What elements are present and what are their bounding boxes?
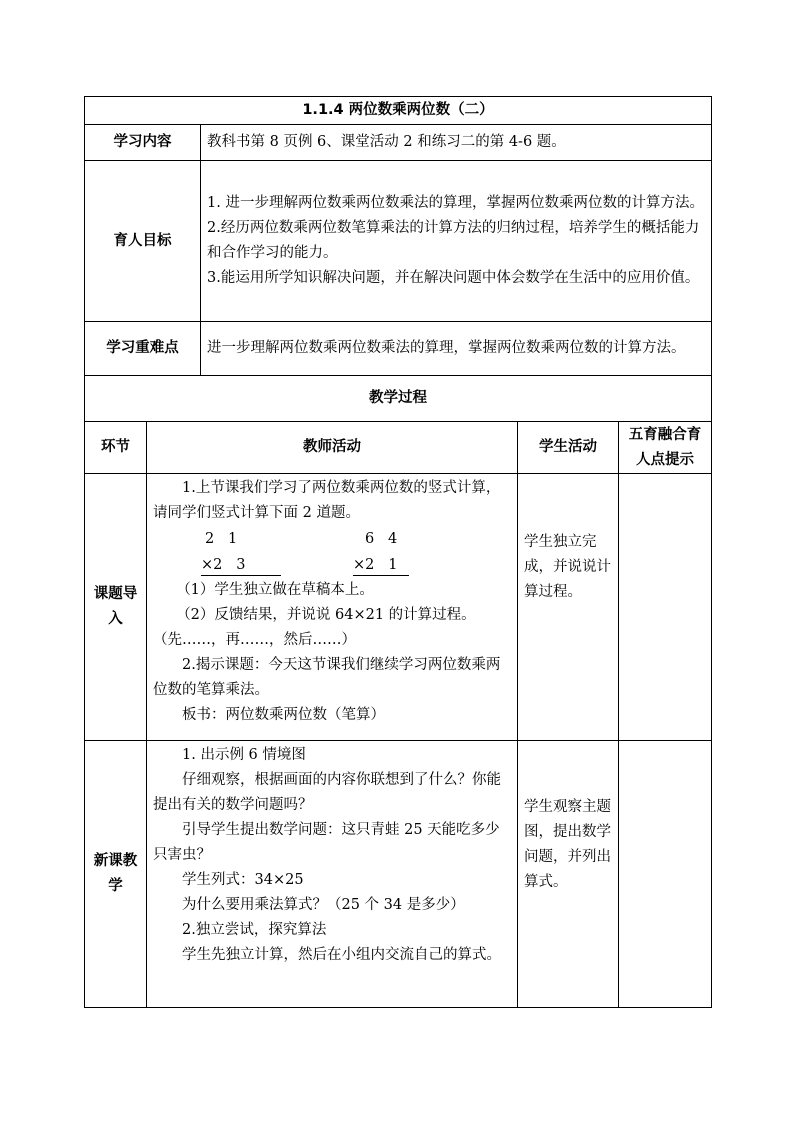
vertical-calculation bbox=[153, 526, 511, 552]
goal-item: 3.能运用所学知识解决问题，并在解决问题中体会数学在生活中的应用价值。 bbox=[207, 270, 700, 286]
content-text: 教科书第 8 页例 6、课堂活动 2 和练习二的第 4-6 题。 bbox=[201, 125, 712, 161]
teacher-text: 学生列式：34×25 bbox=[182, 872, 304, 888]
teacher-text: 学生先独立计算，然后在小组内交流自己的算式。 bbox=[182, 947, 501, 963]
teacher-activity-new-lesson bbox=[147, 741, 518, 1008]
teacher-text: （先……，再……，然后……） bbox=[153, 632, 356, 648]
goals-text bbox=[201, 161, 712, 322]
tips-intro bbox=[619, 474, 712, 741]
process-heading: 教学过程 bbox=[85, 376, 712, 422]
teacher-text: （2）反馈结果，并说说 64×21 的计算过程。 bbox=[176, 607, 476, 623]
teacher-text: 为什么要用乘法算式？（25 个 34 是多少） bbox=[182, 897, 465, 913]
stage-intro: 课题导入 bbox=[85, 474, 147, 741]
col-student-header: 学生活动 bbox=[518, 422, 619, 474]
key-label: 学习重难点 bbox=[85, 322, 201, 376]
col-teacher-header: 教师活动 bbox=[147, 422, 518, 474]
goals-label: 育人目标 bbox=[85, 161, 201, 322]
teacher-text: 1.上节课我们学习了两位数乘两位数的竖式计算，请同学们竖式计算下面 2 道题。 bbox=[153, 480, 501, 521]
col-tips-header: 五育融合育人点提示 bbox=[619, 422, 712, 474]
calc-a-top: 2 1 bbox=[205, 531, 238, 547]
teacher-text: 2.揭示课题：今天这节课我们继续学习两位数乘两位数的笔算乘法。 bbox=[153, 657, 501, 698]
goal-item: 1. 进一步理解两位数乘两位数乘法的算理，掌握两位数乘两位数的计算方法。 bbox=[207, 195, 704, 211]
student-activity-new-lesson: 学生观察主题图，提出数学问题，并列出算式。 bbox=[518, 741, 619, 1008]
goal-item: 2.经历两位数乘两位数笔算乘法的计算方法的归纳过程，培养学生的概括能力和合作学习的能力。 bbox=[207, 220, 700, 261]
calc-b-top: 6 4 bbox=[365, 531, 398, 547]
teacher-text: 仔细观察，根据画面的内容你联想到了什么？你能提出有关的数学问题吗？ bbox=[153, 772, 501, 813]
calc-a-bottom: ×2 3 bbox=[201, 555, 281, 576]
teacher-text: 板书：两位数乘两位数（笔算） bbox=[182, 707, 385, 723]
student-activity-intro: 学生独立完成，并说说计算过程。 bbox=[518, 474, 619, 741]
lesson-title: 1.1.4 两位数乘两位数（二） bbox=[85, 97, 712, 125]
teacher-text: 1. 出示例 6 情境图 bbox=[182, 747, 306, 763]
tips-new-lesson bbox=[619, 741, 712, 1008]
content-label: 学习内容 bbox=[85, 125, 201, 161]
teacher-text: 引导学生提出数学问题：这只青蛙 25 天能吃多少只害虫？ bbox=[153, 822, 500, 863]
teacher-text: 2.独立尝试，探究算法 bbox=[182, 922, 327, 938]
calc-b-bottom: ×2 1 bbox=[353, 555, 409, 576]
teacher-text: （1）学生独立做在草稿本上。 bbox=[176, 582, 374, 598]
vertical-calculation bbox=[153, 552, 511, 578]
teacher-activity-intro bbox=[147, 474, 518, 741]
key-text: 进一步理解两位数乘两位数乘法的算理，掌握两位数乘两位数的计算方法。 bbox=[201, 322, 712, 376]
col-stage-header: 环节 bbox=[85, 422, 147, 474]
lesson-plan-table bbox=[84, 96, 712, 1008]
stage-new-lesson: 新课教学 bbox=[85, 741, 147, 1008]
